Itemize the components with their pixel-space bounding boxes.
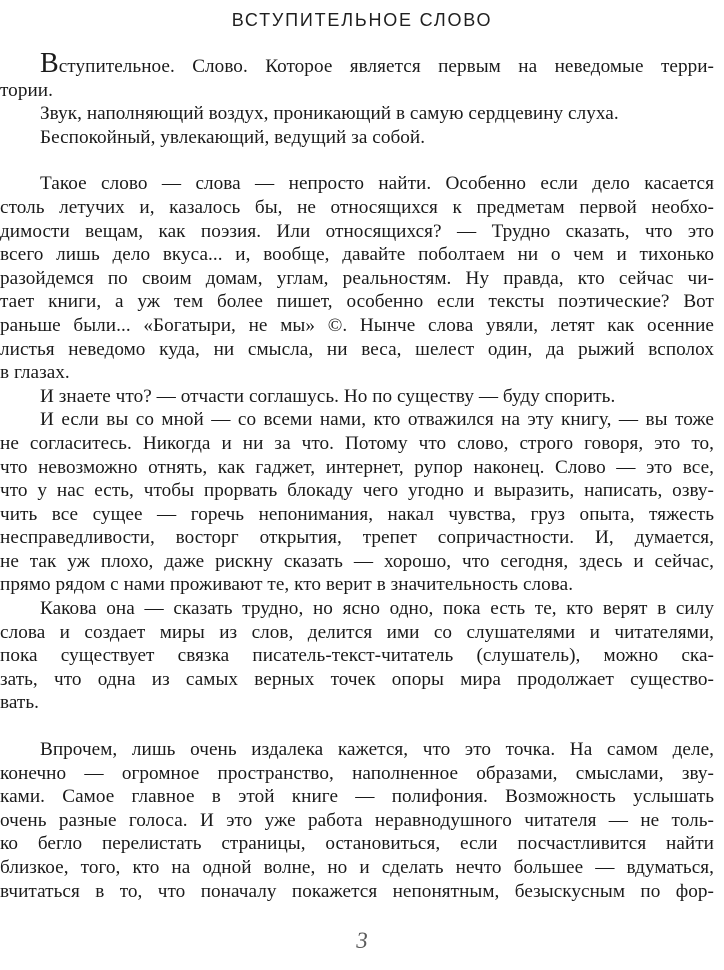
paragraph — [40, 126, 714, 150]
paragraph-line — [40, 48, 714, 79]
paragraph — [0, 408, 714, 597]
paragraph-line: вать. — [0, 692, 40, 714]
paragraph — [0, 597, 714, 715]
paragraph-line: ко бегло перелистать страницы, остановиться, если посчастливится найти — [0, 833, 714, 855]
paragraph-line: конечно — огромное пространство, наполненное образами, смыслами, зву- — [0, 762, 714, 784]
paragraph-line: тории. — [0, 79, 53, 101]
paragraph-line: И знаете что? — отчасти соглашусь. Но по существу — буду спорить. — [40, 385, 616, 407]
paragraph-line: ками. Самое главное в этой книге — полифония. Возможность услышать — [0, 786, 714, 808]
paragraph-line: вчитаться в то, что поначалу покажется непонятным, безыскусным по фор- — [0, 880, 714, 902]
chapter-title: ВСТУПИТЕЛЬНОЕ СЛОВО — [231, 10, 493, 30]
paragraph-line: раньше были... «Богатыри, не мы» ©. Нынче слова увяли, летят как осенние — [0, 314, 714, 336]
paragraph-line: тает книги, а уж тем более пишет, особенно если тексты поэтические? Вот — [0, 291, 714, 313]
paragraph-line: прямо рядом с нами проживают те, кто верит в значительность слова. — [0, 574, 574, 596]
paragraph-line: не так уж плохо, даже рискну сказать — хорошо, что сегодня, здесь и сейчас, — [0, 550, 714, 572]
paragraph-line: разойдемся по своим домам, углам, реальностям. Ну правда, кто сейчас чи- — [0, 267, 714, 289]
body-text — [0, 48, 714, 903]
paragraph-line: листья неведомо куда, ни смысла, ни веса, шелест один, да рыжий всполох — [0, 338, 714, 360]
paragraph-line: чить все сущее — горечь непонимания, накал чувства, груз опыта, тяжесть — [0, 503, 714, 525]
paragraph — [0, 172, 714, 384]
paragraph-line: слова и создает миры из слов, делится ими со слушателями и читателями, — [0, 621, 714, 643]
paragraph-line: что у нас есть, чтобы прорвать блокаду чего угодно и выразить, написать, озву- — [0, 480, 714, 502]
paragraph-line: зать, что одна из самых верных точек опоры мира продолжает существо- — [0, 668, 714, 690]
paragraph-line: Звук, наполняющий воздух, проникающий в самую сердцевину слуха. — [40, 103, 619, 125]
paragraph-line: близкое, того, кто на одной волне, но и сделать нечто большее — вдуматься, — [0, 857, 714, 878]
paragraph-line: пока существует связка писатель-текст-читатель (слушатель), можно ска- — [0, 645, 714, 667]
paragraph-line: всего лишь дело вкуса... и, вообще, давайте поболтаем ни о чем и тихонько — [0, 244, 714, 266]
paragraph-spacer — [40, 715, 714, 738]
paragraph-line: не согласитесь. Никогда и ни за что. Потому что слово, строго говоря, это то, — [0, 432, 714, 454]
paragraph — [0, 48, 714, 102]
paragraph — [40, 385, 714, 409]
paragraph-line: Такое слово — слова — непросто найти. Особенно если дело касается — [40, 173, 714, 195]
paragraph-spacer — [40, 149, 714, 172]
paragraph-line: очень разные голоса. И это уже работа неравнодушного читателя — не толь- — [0, 809, 714, 831]
line-text: ступительное. Слово. Которое является первым на неведомые терри- — [58, 56, 714, 77]
paragraph — [40, 102, 714, 126]
page-number: 3 — [356, 928, 368, 953]
paragraph-line: И если вы со мной — со всеми нами, кто отважился на эту книгу, — вы тоже — [40, 409, 714, 431]
paragraph — [0, 738, 714, 903]
paragraph-line: димости вещам, как поэзия. Или относящихся? — Трудно сказать, что это — [0, 220, 714, 242]
paragraph-line: Беспокойный, увлекающий, ведущий за собой. — [40, 126, 426, 148]
paragraph-line: Впрочем, лишь очень издалека кажется, что это точка. На самом деле, — [40, 739, 714, 761]
paragraph-line: Какова она — сказать трудно, но ясно одно, пока есть те, кто верят в силу — [40, 598, 714, 620]
paragraph-line: столь летучих и, казалось бы, не относящихся к предметам первой необхо- — [0, 196, 714, 218]
first-letter: В — [40, 48, 59, 79]
paragraph-line: что невозможно отнять, как гаджет, интернет, рупор наконец. Слово — это все, — [0, 456, 714, 478]
paragraph-line: несправедливости, восторг открытия, трепет сопричастности. И, думается, — [0, 527, 714, 549]
paragraph-line: в глазах. — [0, 362, 70, 384]
